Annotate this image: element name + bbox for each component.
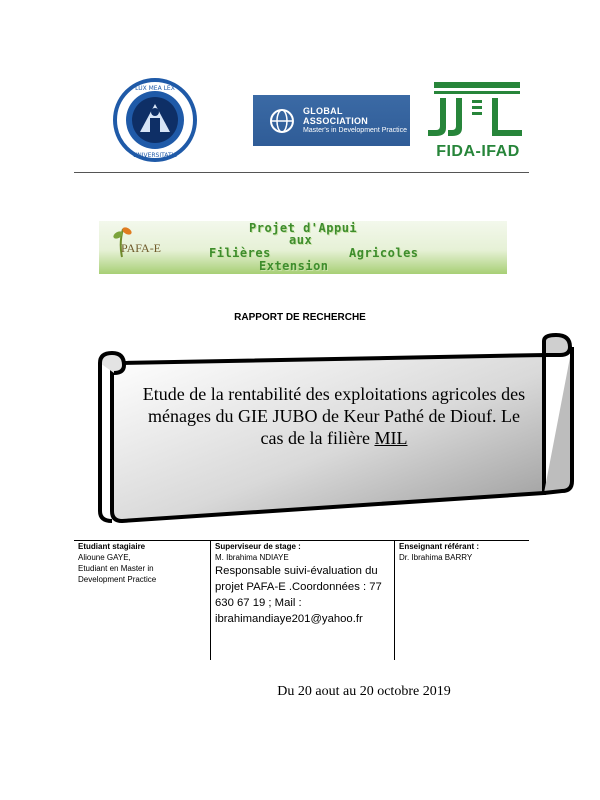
student-header: Etudiant stagiaire (78, 542, 146, 551)
student-line-1: Etudiant en Master in (78, 564, 154, 573)
svg-text:UNIVERSITATIS: UNIVERSITATIS (132, 152, 178, 159)
fida-ifad-label: FIDA-IFAD (436, 143, 520, 160)
report-type: RAPPORT DE RECHERCHE (234, 312, 366, 323)
global-association-logo (253, 95, 410, 146)
divider (74, 172, 529, 173)
banner-line-1: Projet d'Appui (249, 221, 358, 235)
internship-period: Du 20 aout au 20 octobre 2019 (277, 684, 451, 699)
banner-line-2: aux (289, 233, 313, 247)
supervisor-name: M. Ibrahima NDIAYE (215, 553, 289, 562)
pafa-e-logo-text: PAFA-E (121, 241, 162, 255)
globe-icon (269, 108, 295, 134)
student-column (74, 540, 210, 660)
report-title-highlight: MIL (374, 428, 408, 448)
report-title (140, 383, 528, 449)
ga-title: GLOBAL ASSOCIATION (302, 105, 369, 126)
report-title-main: Etude de la rentabilité des exploitations agricoles des ménages du GIE JUBO de Keur Pathé de Diouf. Le cas de la filière (142, 384, 526, 448)
supervisor-details: Responsable suivi-évaluation du projet PAFA-E .Coordonnées : 77 630 67 19 ; Mail : ibrahimandiaye201@yahoo.fr (215, 565, 382, 625)
banner-line-3b: Agricoles (349, 246, 419, 260)
svg-text:LUX MEA LEX: LUX MEA LEX (135, 85, 175, 92)
info-table (74, 540, 529, 660)
banner-line-3a: Filières (209, 246, 271, 260)
teacher-name: Dr. Ibrahima BARRY (399, 553, 473, 562)
ga-subtitle: Master's in Development Practice (302, 126, 407, 134)
ugb-logo (108, 78, 202, 162)
pafa-e-banner (99, 221, 507, 274)
student-name: Alioune GAYE, (78, 553, 131, 562)
banner-line-4: Extension (259, 259, 329, 273)
supervisor-header: Superviseur de stage : (215, 542, 301, 551)
supervisor-column (210, 540, 395, 660)
student-line-2: Development Practice (78, 575, 157, 584)
teacher-column (394, 540, 530, 660)
teacher-header: Enseignant référant : (399, 542, 480, 551)
